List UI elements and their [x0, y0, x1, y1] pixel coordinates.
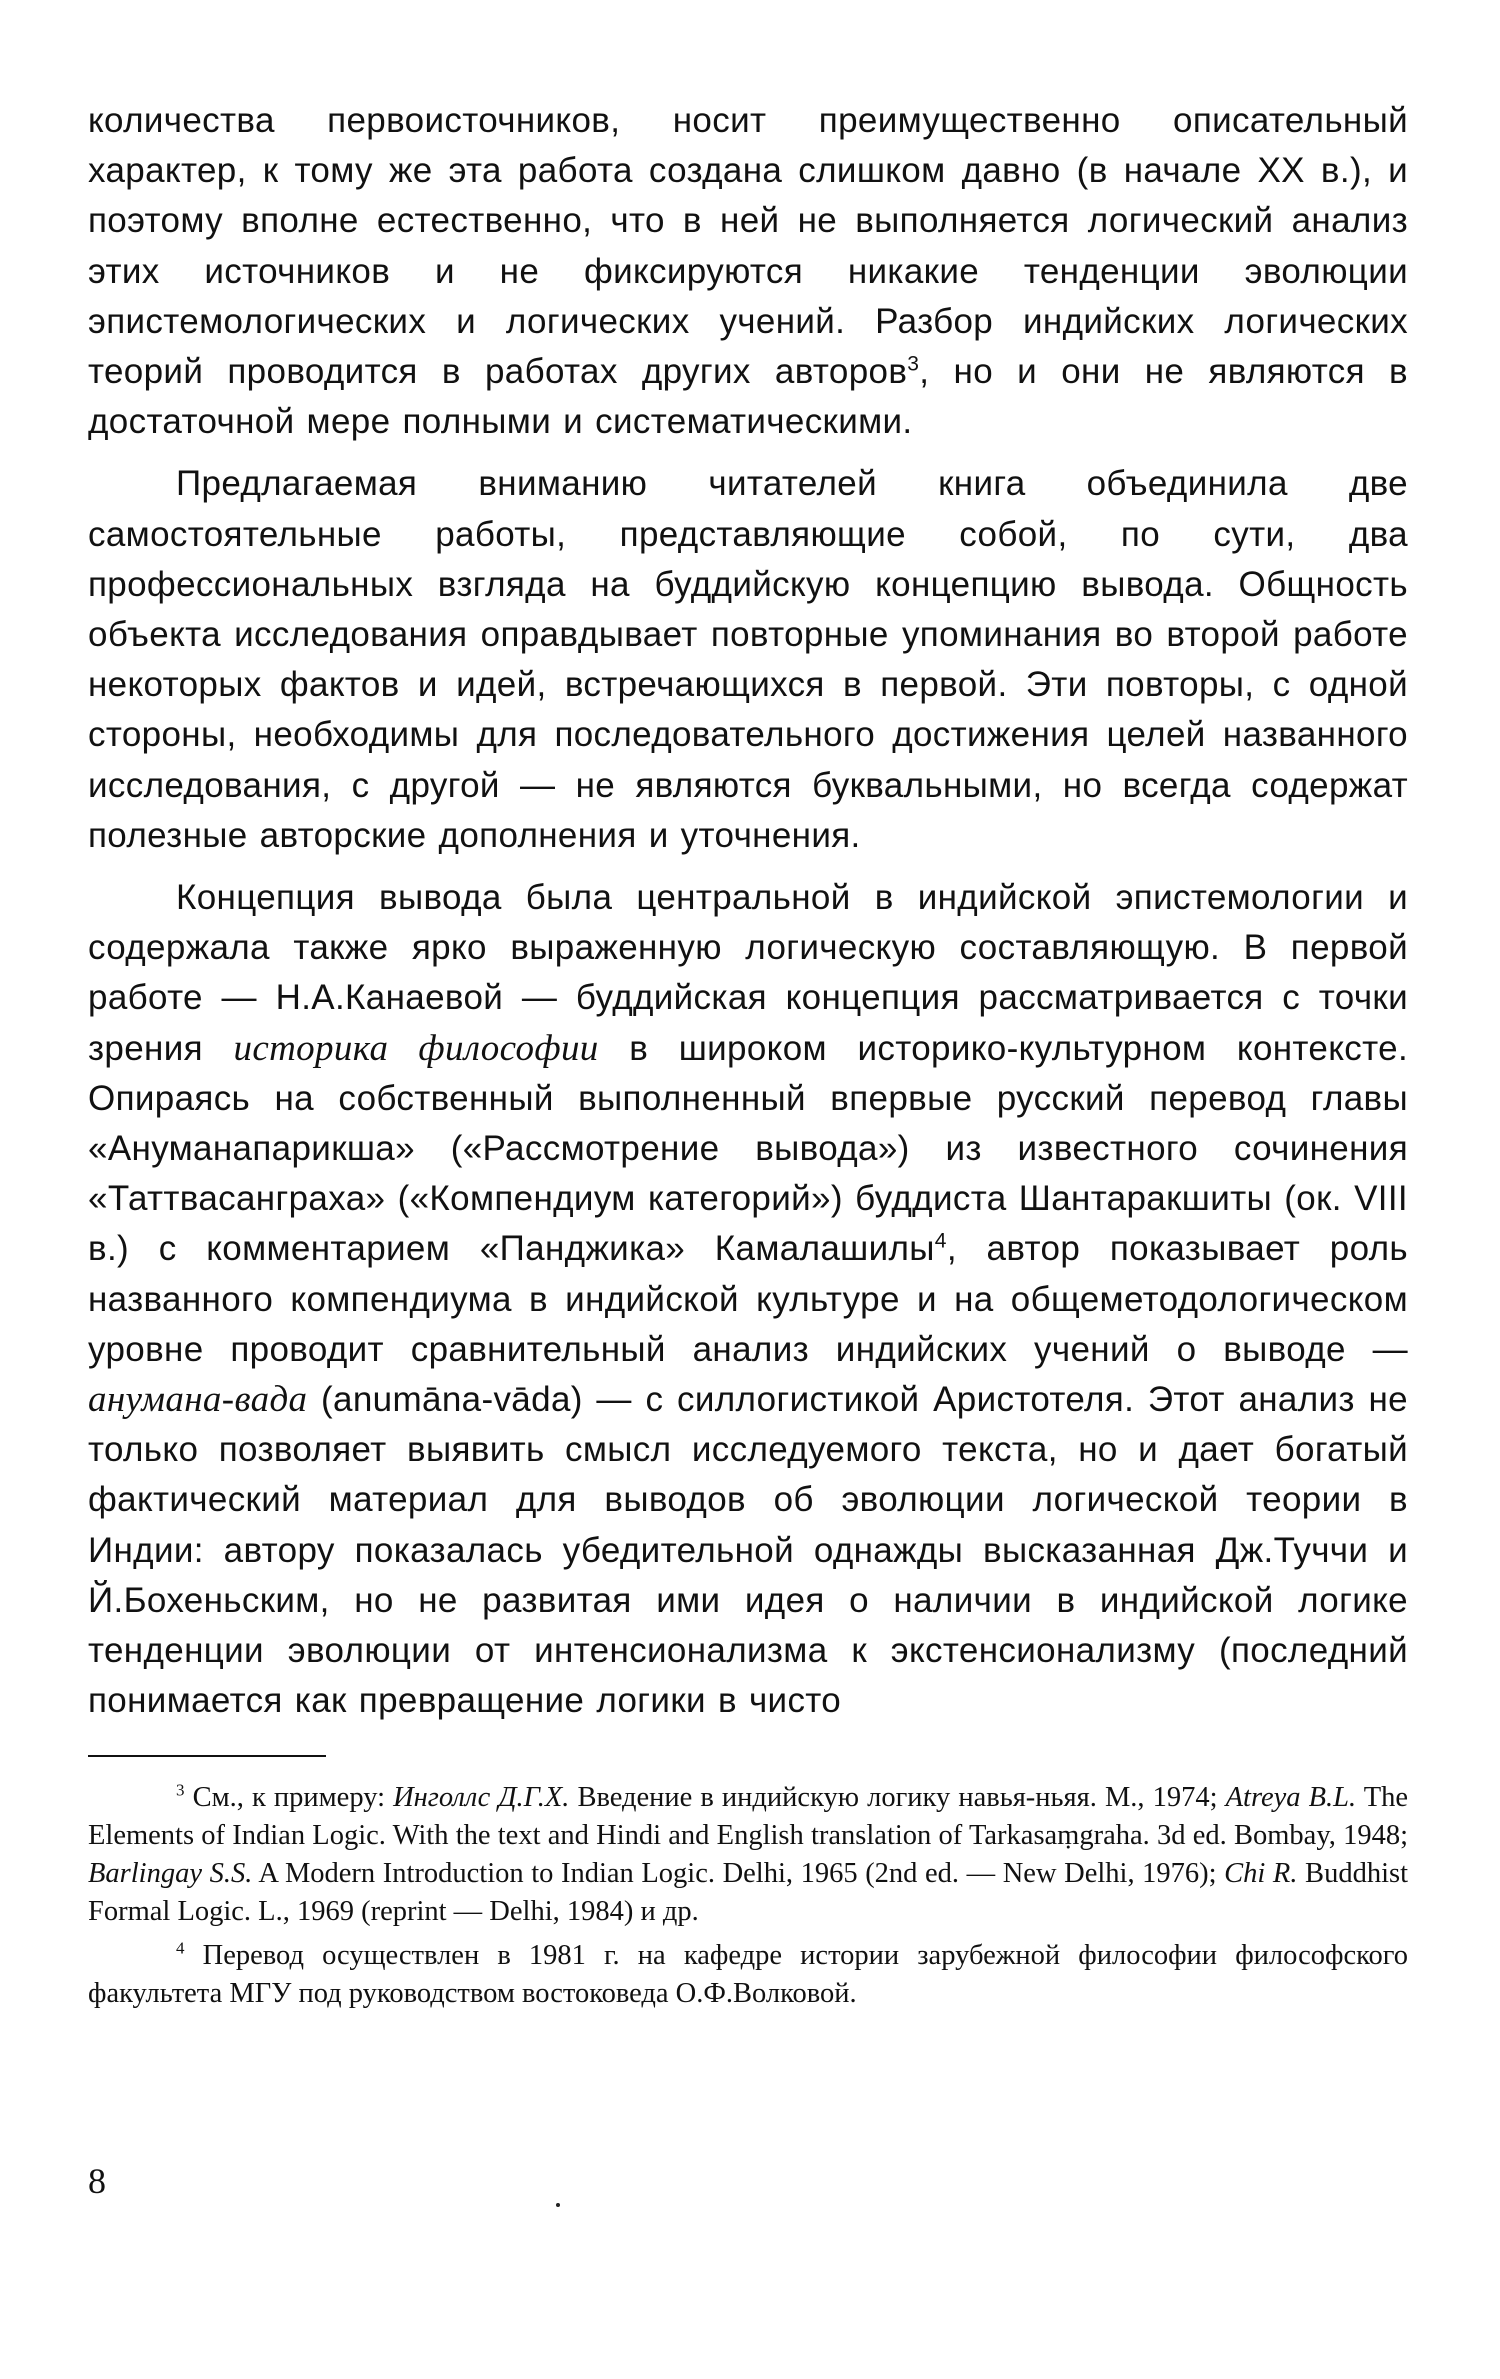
paragraph-3-italic-2: анумана-вада: [88, 1379, 308, 1421]
paragraph-1-text-end: , но и они не являются в достаточной мере полными и систематическими.: [88, 352, 1408, 442]
paragraph-3-text-3: , автор показывает роль названного компендиума в индийской культуре и на общеметодологическом уровне проводит сравнительный анализ индийских учений о выводе —: [88, 1229, 1408, 1369]
page-number: 8: [88, 2161, 106, 2201]
paragraph-1-text: количества первоисточников, носит преимущественно описательный характер, к тому же эта работа создана слишком давно (в начале XX в.), и поэтому вполне естественно, что в ней не выполняется логический анализ этих источников и не фиксируются никакие тенденции эволюции эпистемологических и логических учений. Разбор индийских логических теорий проводится в работах других авторов: [88, 101, 1408, 392]
footnote-3-text-5: Buddhist Formal Logic. L., 1969 (reprint — Delhi, 1984) и др.: [88, 1857, 1408, 1927]
footnote-3-text-2: Введение в индийскую логику навья-ньяя. М., 1974;: [569, 1781, 1226, 1813]
footnote-4: [88, 1937, 1408, 2013]
footnote-divider: [88, 1755, 326, 1757]
print-speck: [556, 2203, 560, 2207]
paragraph-2: [88, 459, 1408, 861]
footnote-3-marker: 3: [176, 1780, 185, 1799]
footnote-3-author-1: Инголлс Д.Г.Х.: [393, 1781, 570, 1813]
page-body: [88, 96, 1408, 2019]
footnote-3-text-1: См., к примеру:: [184, 1781, 394, 1813]
footnote-3-text-4: A Modern Introduction to Indian Logic. Delhi, 1965 (2nd ed. — New Delhi, 1976);: [252, 1857, 1225, 1889]
footnote-3-author-3: Barlingay S.S.: [88, 1857, 253, 1889]
paragraph-3-text-1: Концепция вывода была центральной в индийской эпистемологии и содержала также ярко выраженную логическую составляющую. В первой работе — Н.А.Канаевой — буддийская концепция рассматривается с точки зрения: [88, 878, 1408, 1068]
footnote-4-text: Перевод осуществлен в 1981 г. на кафедре истории зарубежной философии философского факультета МГУ под руководством востоковеда О.Ф.Волковой.: [88, 1939, 1408, 2009]
paragraph-2-text: Предлагаемая вниманию читателей книга объединила две самостоятельные работы, представляющие собой, по сути, два профессиональных взгляда на буддийскую концепцию вывода. Общность объекта исследования оправдывает повторные упоминания во второй работе некоторых фактов и идей, встречающихся в первой. Эти повторы, с одной стороны, необходимы для последовательного достижения целей названного исследования, с другой — не являются буквальными, но всегда содержат полезные авторские дополнения и уточнения.: [88, 464, 1408, 855]
paragraph-3-text-4: (anumāna-vāda) — с силлогистикой Аристотеля. Этот анализ не только позволяет выявить смысл исследуемого текста, но и дает богатый фактический материал для выводов об эволюции логической теории в Индии: автору показалась убедительной однажды высказанная Дж.Туччи и Й.Бохеньским, но не развитая ими идея о наличии в индийской логике тенденции эволюции от интенсионализма к экстенсионализму (последний понимается как превращение логики в чисто: [88, 1380, 1408, 1721]
footnote-4-marker: 4: [176, 1938, 185, 1957]
footnote-3-author-2: Atreya B.L.: [1225, 1781, 1357, 1813]
footnote-3-author-4: Chi R.: [1224, 1857, 1298, 1889]
paragraph-3-text-2: в широком историко-культурном контексте. Опираясь на собственный выполненный впервые русский перевод главы «Ануманапарикша» («Рассмотрение вывода») из известного сочинения «Таттвасанграха» («Компендиум категорий») буддиста Шантаракшиты (ок. VIII в.) с комментарием «Панджика» Камалашилы: [88, 1028, 1409, 1269]
footnote-3: [88, 1779, 1408, 1931]
paragraph-3: [88, 873, 1408, 1726]
footnote-ref-3[interactable]: 3: [907, 352, 920, 376]
paragraph-3-italic-1: историка философии: [233, 1027, 599, 1069]
footnote-3-text-3: The Elements of Indian Logic. With the text and Hindi and English translation of Tarkasaṃgraha. 3d ed. Bombay, 1948;: [88, 1781, 1408, 1851]
footnote-ref-4[interactable]: 4: [934, 1229, 947, 1253]
paragraph-1: [88, 96, 1408, 447]
